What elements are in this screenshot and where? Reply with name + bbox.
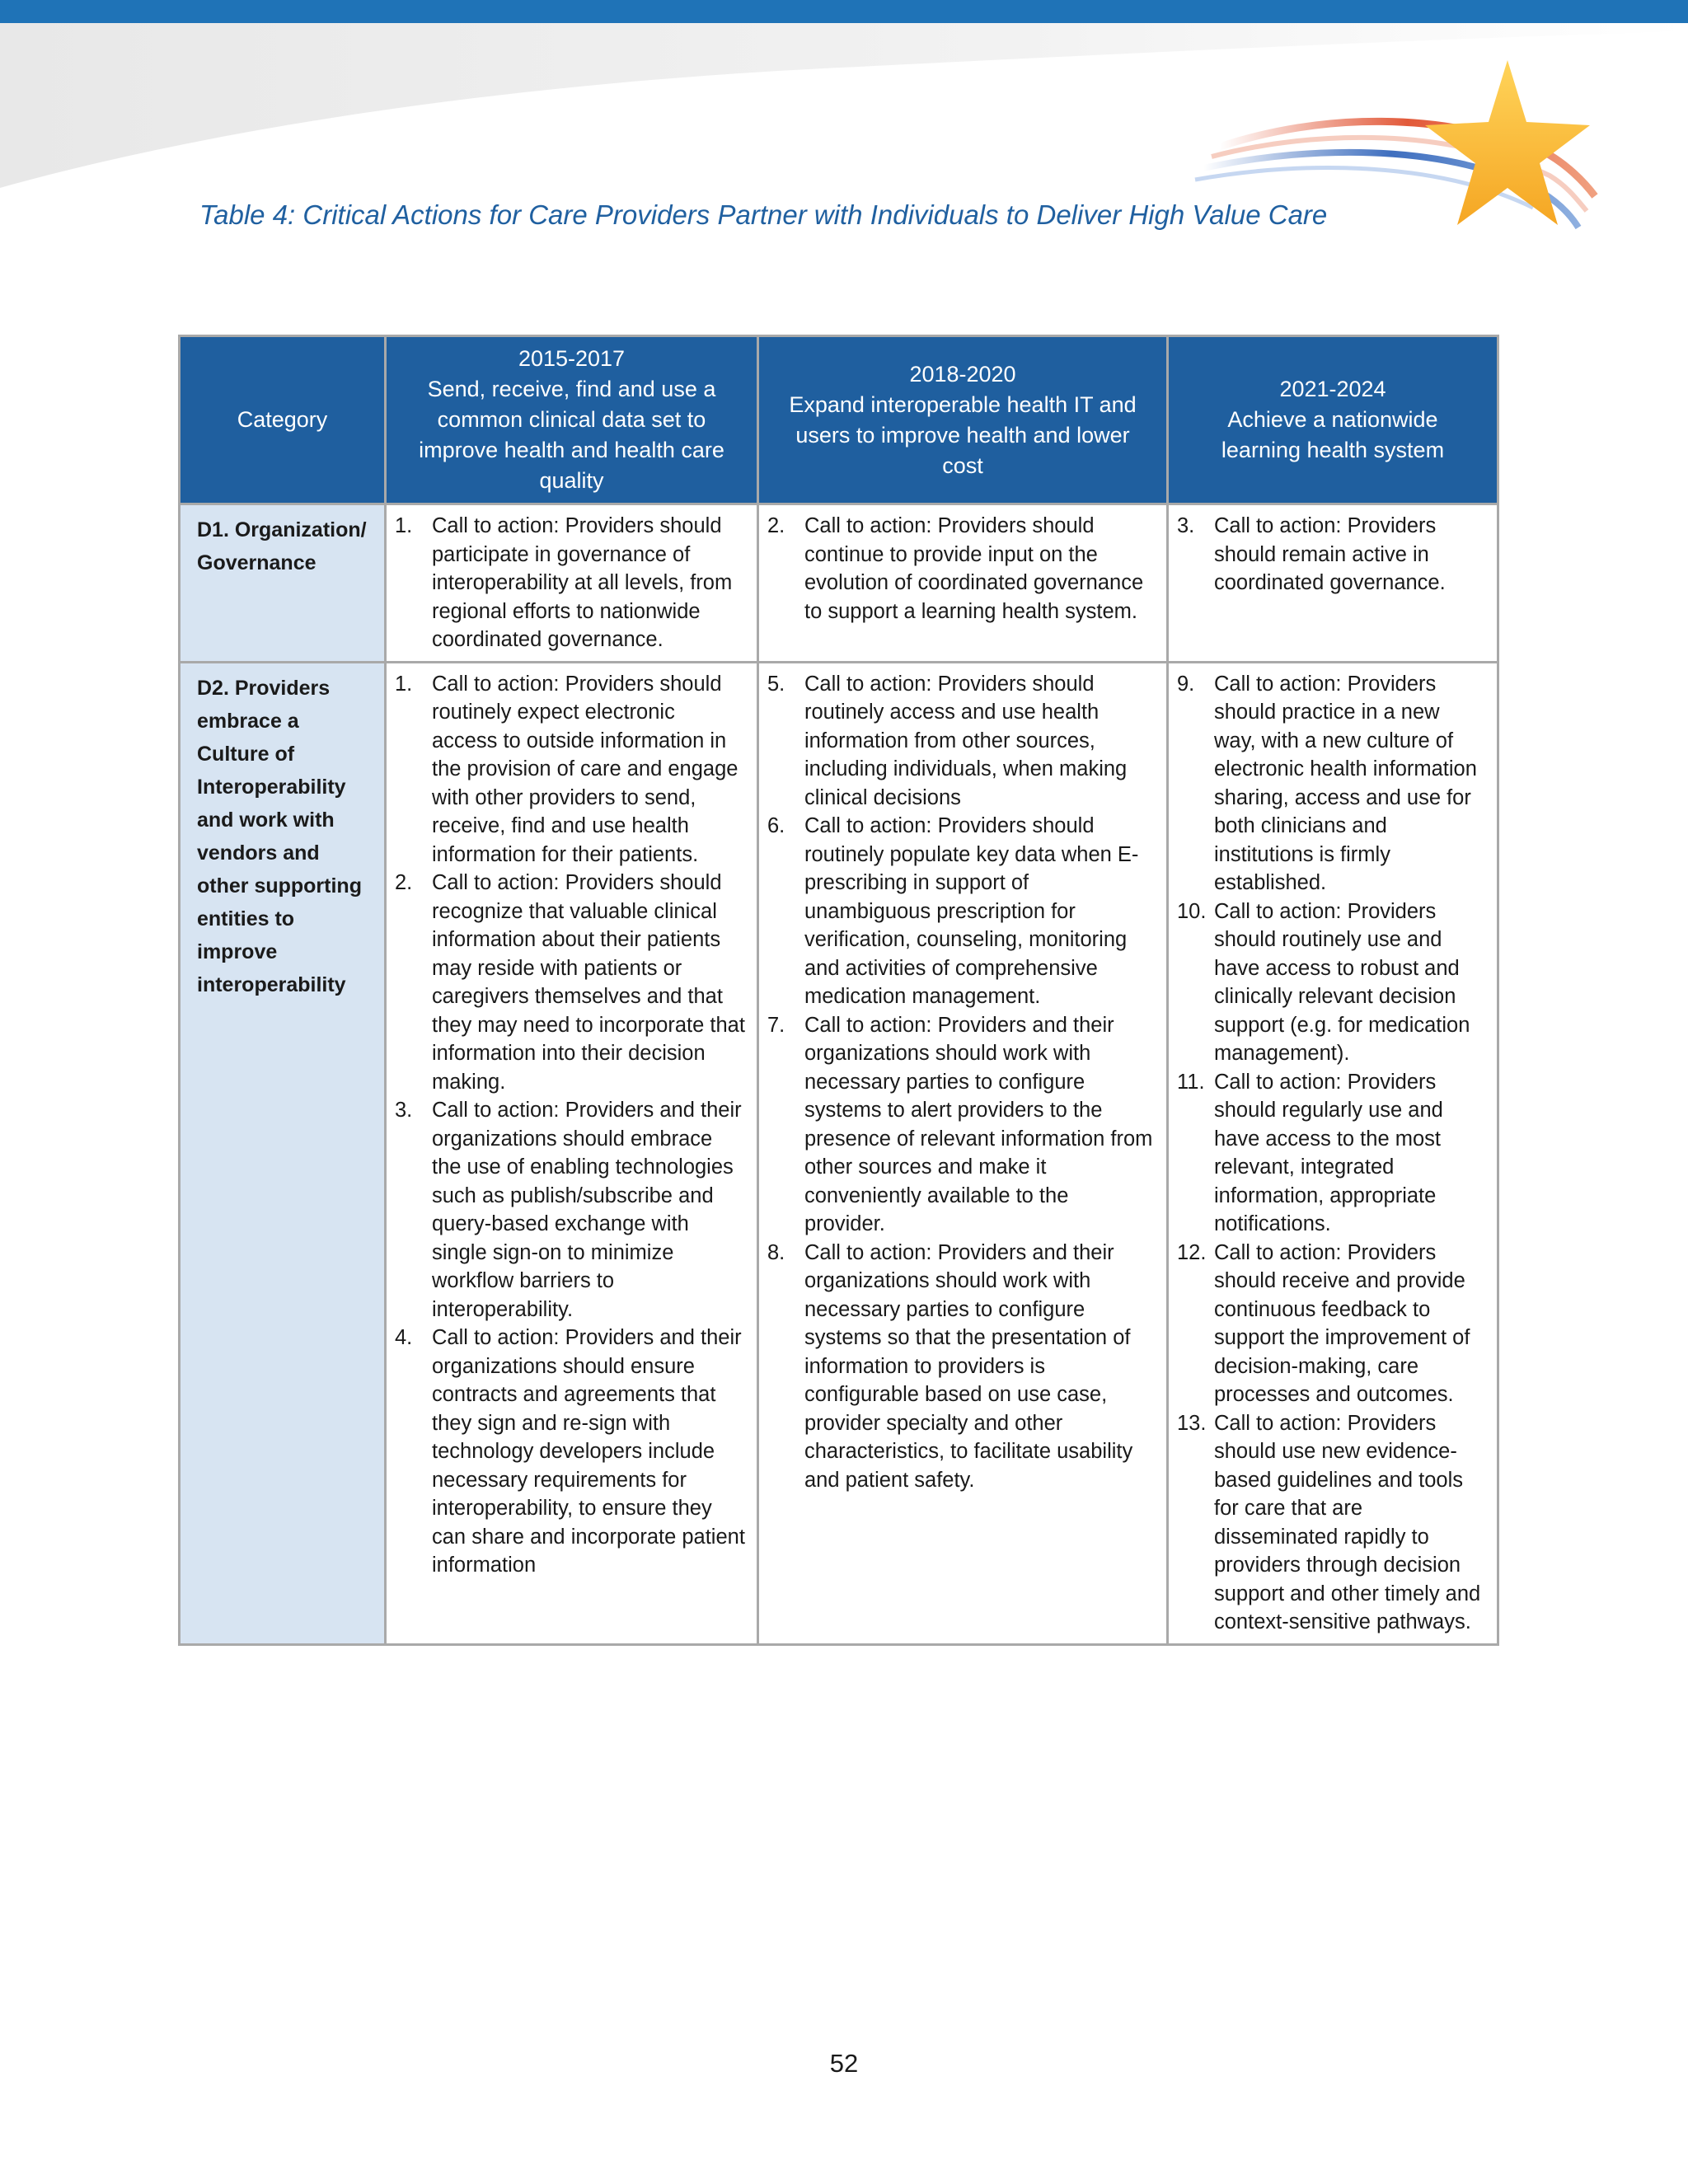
list-item-text: Call to action: Providers should regularly use and have access to the most relevant, integrated information, appropriate notifications.: [1214, 1070, 1443, 1235]
list-item-number: 1.: [395, 514, 413, 537]
list-item-number: 5.: [767, 672, 785, 696]
list-item: [395, 1096, 745, 1324]
list-item-text: Call to action: Providers and their organizations should ensure contracts and agreements that they sign and re-sign with technology developers include necessary requirements for interoperability, to ensure they can share and incorporate patient information: [432, 1326, 745, 1577]
call-to-action-list: [1177, 670, 1485, 1637]
list-item-number: 9.: [1177, 672, 1195, 696]
column-header-2021-2024: [1168, 336, 1498, 504]
list-item-number: 2.: [395, 871, 413, 894]
actions-cell: [758, 662, 1168, 1644]
page-number: 52: [829, 2049, 859, 2078]
column-header-category: [180, 336, 386, 504]
call-to-action-list: [767, 670, 1155, 1495]
top-banner-bar: [0, 0, 1688, 23]
list-item-text: Call to action: Providers and their organizations should embrace the use of enabling technologies such as publish/subscribe and query-based exchange with single sign-on to minimize workflow barriers to interoperability.: [432, 1099, 742, 1321]
critical-actions-table: [178, 335, 1499, 1646]
list-item: [1177, 1409, 1485, 1637]
list-item-number: 3.: [1177, 514, 1195, 537]
list-item-text: Call to action: Providers should use new evidence-based guidelines and tools for care that are disseminated rapidly to providers through decision support and other timely and context-sensitive pathways.: [1214, 1411, 1481, 1633]
list-item: [767, 670, 1155, 813]
column-header-text: 2021-2024 Achieve a nationwide learning health system: [1221, 377, 1445, 462]
list-item: [1177, 1239, 1485, 1409]
table-header-row: [180, 336, 1498, 504]
column-header-text: 2018-2020 Expand interoperable health IT and users to improve health and lower cost: [789, 361, 1137, 478]
list-item: [767, 1011, 1155, 1239]
list-item-number: 8.: [767, 1240, 785, 1264]
list-item-number: 1.: [395, 672, 413, 696]
list-item: [1177, 898, 1485, 1068]
list-item-text: Call to action: Providers and their organizations should work with necessary parties to configure systems to alert providers to the presence of relevant information from other sources and make it conveniently available to the provider.: [804, 1013, 1153, 1235]
actions-cell: [1168, 662, 1498, 1644]
list-item: [395, 869, 745, 1096]
actions-cell: [386, 504, 758, 663]
actions-cell: [758, 504, 1168, 663]
list-item: [767, 812, 1155, 1011]
call-to-action-list: [767, 512, 1155, 626]
list-item-number: 11.: [1177, 1070, 1205, 1094]
list-item-number: 3.: [395, 1099, 413, 1122]
table-title: Table 4: Critical Actions for Care Providers Partner with Individuals to Deliver High Value Care: [199, 199, 1328, 230]
list-item: [1177, 1068, 1485, 1239]
table-row: [180, 662, 1498, 1644]
list-item-number: 7.: [767, 1013, 785, 1037]
call-to-action-list: [395, 512, 745, 654]
list-item-text: Call to action: Providers should recognize that valuable clinical information about their patients may reside with patients or caregivers themselves and that they may need to incorporate that information into their decision making.: [432, 871, 745, 1094]
actions-cell: [1168, 504, 1498, 663]
call-to-action-list: [1177, 512, 1485, 598]
list-item: [395, 512, 745, 654]
column-header-2018-2020: [758, 336, 1168, 504]
list-item: [1177, 670, 1485, 898]
list-item-text: Call to action: Providers should remain active in coordinated governance.: [1214, 514, 1446, 594]
list-item-number: 6.: [767, 814, 785, 837]
list-item: [767, 512, 1155, 626]
list-item-text: Call to action: Providers should routinely populate key data when E-prescribing in support of unambiguous prescription for verification, counseling, monitoring and activities of comprehensive medication management.: [804, 814, 1139, 1008]
list-item-number: 13.: [1177, 1411, 1207, 1435]
column-header-text: 2015-2017 Send, receive, find and use a common clinical data set to improve health and health care quality: [419, 346, 724, 493]
list-item: [767, 1239, 1155, 1495]
list-item-number: 4.: [395, 1326, 413, 1349]
table-row: [180, 504, 1498, 663]
list-item-text: Call to action: Providers should routinely access and use health information from other sources, including individuals, when making clinical decisions: [804, 672, 1128, 809]
list-item-text: Call to action: Providers should continue to provide input on the evolution of coordinated governance to support a learning health system.: [804, 514, 1144, 623]
list-item-text: Call to action: Providers should routinely expect electronic access to outside information in the provision of care and engage with other providers to send, receive, find and use health information for their patients.: [432, 672, 738, 866]
list-item-text: Call to action: Providers should practice in a new way, with a new culture of electronic health information sharing, access and use for both clinicians and institutions is firmly established.: [1214, 672, 1477, 894]
call-to-action-list: [395, 670, 745, 1580]
category-cell: D2. Providers embrace a Culture of Interoperability and work with vendors and other supporting entities to improve interoperability: [180, 662, 386, 1644]
list-item-number: 2.: [767, 514, 785, 537]
list-item-text: Call to action: Providers should routinely use and have access to robust and clinically relevant decision support (e.g. for medication management).: [1214, 899, 1470, 1065]
list-item-number: 10.: [1177, 899, 1207, 923]
list-item-number: 12.: [1177, 1240, 1207, 1264]
category-cell: D1. Organization/ Governance: [180, 504, 386, 663]
list-item-text: Call to action: Providers and their organizations should work with necessary parties to configure systems so that the presentation of information to providers is configurable based on use case, provider specialty and other characteristics, to facilitate usability and patient safety.: [804, 1240, 1133, 1492]
list-item: [395, 1324, 745, 1580]
list-item: [1177, 512, 1485, 598]
column-header-text: Category: [237, 407, 328, 432]
list-item-text: Call to action: Providers should participate in governance of interoperability at all levels, from regional efforts to nationwide coordinated governance.: [432, 514, 733, 651]
column-header-2015-2017: [386, 336, 758, 504]
list-item: [395, 670, 745, 869]
actions-cell: [386, 662, 758, 1644]
list-item-text: Call to action: Providers should receive and provide continuous feedback to support the improvement of decision-making, care processes and outcomes.: [1214, 1240, 1470, 1406]
